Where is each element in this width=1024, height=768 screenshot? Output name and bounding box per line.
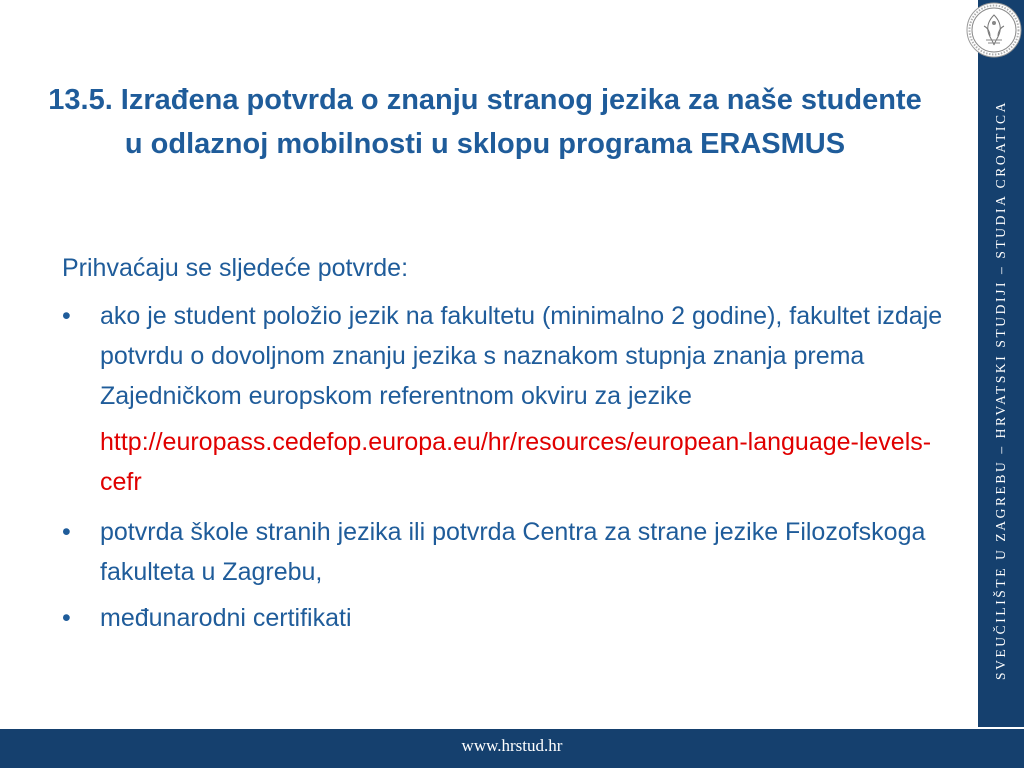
- list-item-text: potvrda škole stranih jezika ili potvrda Centra za strane jezike Filozofskoga fakulteta u Zagrebu,: [100, 518, 926, 586]
- intro-text: Prihvaćaju se sljedeće potvrde:: [62, 254, 409, 282]
- side-band-text: SVEUČILIŠTE U ZAGREBU – HRVATSKI STUDIJI – STUDIA CROATICA: [993, 100, 1008, 680]
- slide-content: [62, 248, 967, 644]
- bullet-marker: •: [62, 302, 71, 330]
- link-row: [62, 422, 967, 502]
- list-item: [62, 296, 967, 416]
- list-item-text: međunarodni certifikati: [100, 604, 352, 632]
- bullet-marker: •: [62, 604, 71, 632]
- cefr-link[interactable]: http://europass.cedefop.europa.eu/hr/resources/european-language-levels-cefr: [100, 428, 932, 496]
- list-item: [62, 512, 967, 592]
- university-seal-icon: [966, 2, 1022, 58]
- bullet-list: [62, 296, 967, 638]
- slide-title: 13.5. Izrađena potvrda o znanju stranog jezika za naše studente u odlaznoj mobilnosti u sklopu programa ERASMUS: [48, 84, 922, 160]
- list-item-text: ako je student položio jezik na fakultetu (minimalno 2 godine), fakultet izdaje potvrdu o dovoljnom znanju jezika s naznakom stupnja znanja prema Zajedničkom europskom referentnom okviru za jezike: [100, 302, 943, 410]
- bullet-marker: •: [62, 518, 71, 546]
- list-item: [62, 598, 967, 638]
- footer-url[interactable]: www.hrstud.hr: [461, 736, 563, 755]
